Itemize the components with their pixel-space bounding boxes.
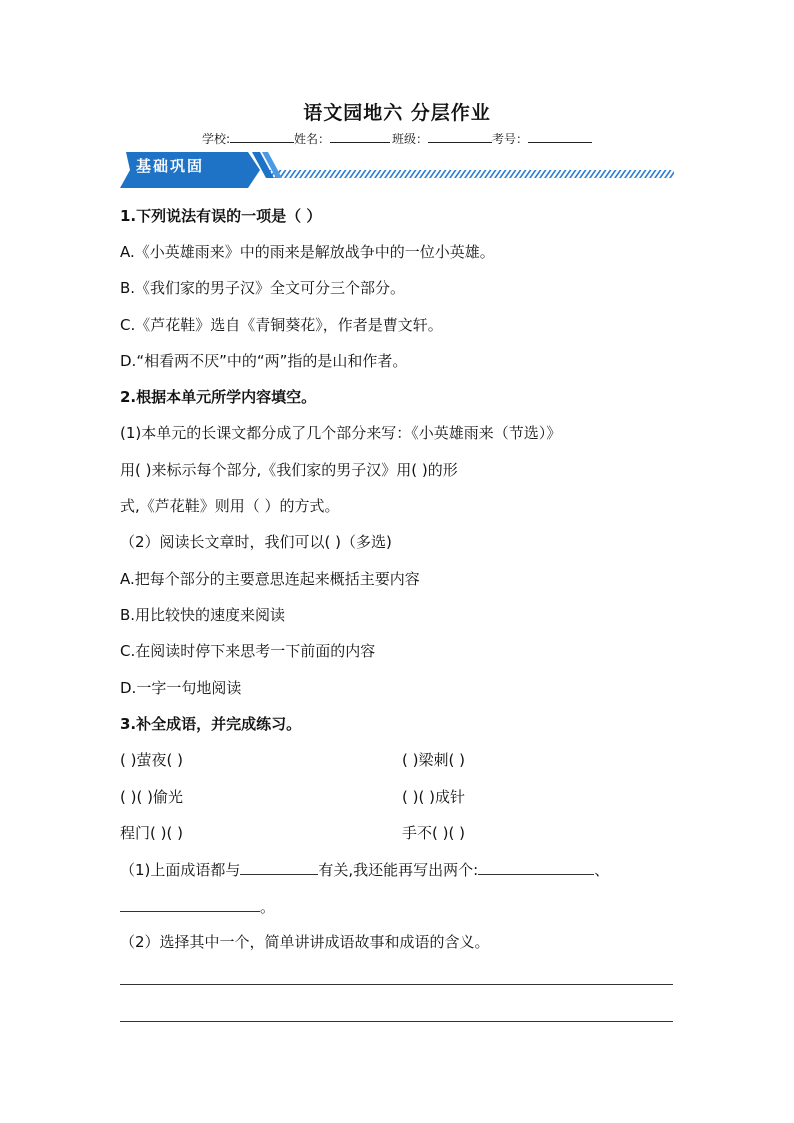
q3-part1-sep: 、 bbox=[594, 861, 610, 879]
name-blank[interactable] bbox=[330, 130, 390, 143]
q2-part1-line3: 式,《芦花鞋》则用（ ）的方式。 bbox=[120, 497, 340, 515]
idiom-row1-left[interactable]: ( )萤夜( ) bbox=[120, 751, 183, 769]
school-blank[interactable] bbox=[230, 130, 294, 143]
section-label: 基础巩固 bbox=[136, 157, 205, 175]
idiom-row3-left[interactable]: 程门( )( ) bbox=[120, 824, 183, 842]
answer-line-1[interactable] bbox=[120, 984, 673, 985]
idiom-row3-right[interactable]: 手不( )( ) bbox=[402, 824, 465, 842]
idiom-row1-right[interactable]: ( )梁刺( ) bbox=[402, 751, 465, 769]
class-label: 班级： bbox=[392, 132, 429, 146]
idiom-row2-left[interactable]: ( )( )偷光 bbox=[120, 788, 183, 806]
q3-part1-cont bbox=[120, 895, 275, 917]
answer-line-2[interactable] bbox=[120, 1021, 673, 1022]
q3-part1 bbox=[120, 858, 609, 880]
q2-stem: 2.根据本单元所学内容填空。 bbox=[120, 388, 317, 406]
number-blank[interactable] bbox=[528, 130, 592, 143]
idiom-blank-1[interactable] bbox=[478, 858, 594, 875]
q3-stem: 3.补全成语，并完成练习。 bbox=[120, 715, 302, 733]
topic-blank[interactable] bbox=[240, 858, 318, 875]
q1-option-b[interactable]: B.《我们家的男子汉》全文可分三个部分。 bbox=[120, 279, 406, 297]
name-label: 姓名： bbox=[294, 132, 331, 146]
q2-option-a[interactable]: A.把每个部分的主要意思连起来概括主要内容 bbox=[120, 570, 420, 588]
class-blank[interactable] bbox=[428, 130, 492, 143]
q3-part1-mid: 有关,我还能再写出两个: bbox=[318, 861, 479, 879]
q2-option-c[interactable]: C.在阅读时停下来思考一下前面的内容 bbox=[120, 642, 376, 660]
school-label: 学校: bbox=[201, 132, 230, 146]
q2-part2: （2）阅读长文章时，我们可以( )（多选) bbox=[120, 533, 392, 551]
idiom-blank-2[interactable] bbox=[120, 895, 260, 912]
q1-stem: 1.下列说法有误的一项是（ ） bbox=[120, 207, 322, 225]
q2-option-d[interactable]: D.一字一句地阅读 bbox=[120, 679, 242, 697]
q2-option-b[interactable]: B.用比较快的速度来阅读 bbox=[120, 606, 286, 624]
q2-part1-line1: (1)本单元的长课文都分成了几个部分来写：《小英雄雨来（节选）》 bbox=[120, 424, 562, 442]
q1-option-c[interactable]: C.《芦花鞋》选自《青铜葵花》，作者是曹文轩。 bbox=[120, 316, 443, 334]
q3-part1-end: 。 bbox=[260, 898, 276, 916]
page-title: 语文园地六 分层作业 bbox=[303, 102, 491, 124]
q1-option-d[interactable]: D.“相看两不厌”中的“两”指的是山和作者。 bbox=[120, 352, 408, 370]
number-label: 考号： bbox=[492, 132, 529, 146]
student-info-row bbox=[0, 130, 794, 147]
idiom-row2-right[interactable]: ( )( )成针 bbox=[402, 788, 465, 806]
q2-part1-line2: 用( )来标示每个部分,《我们家的男子汉》用( )的形 bbox=[120, 461, 458, 479]
q3-part2: （2）选择其中一个，简单讲讲成语故事和成语的含义。 bbox=[120, 933, 490, 951]
banner-hatch-stripe bbox=[270, 170, 674, 178]
q1-option-a[interactable]: A.《小英雄雨来》中的雨来是解放战争中的一位小英雄。 bbox=[120, 243, 495, 261]
q3-part1-start: （1)上面成语都与 bbox=[120, 861, 241, 879]
